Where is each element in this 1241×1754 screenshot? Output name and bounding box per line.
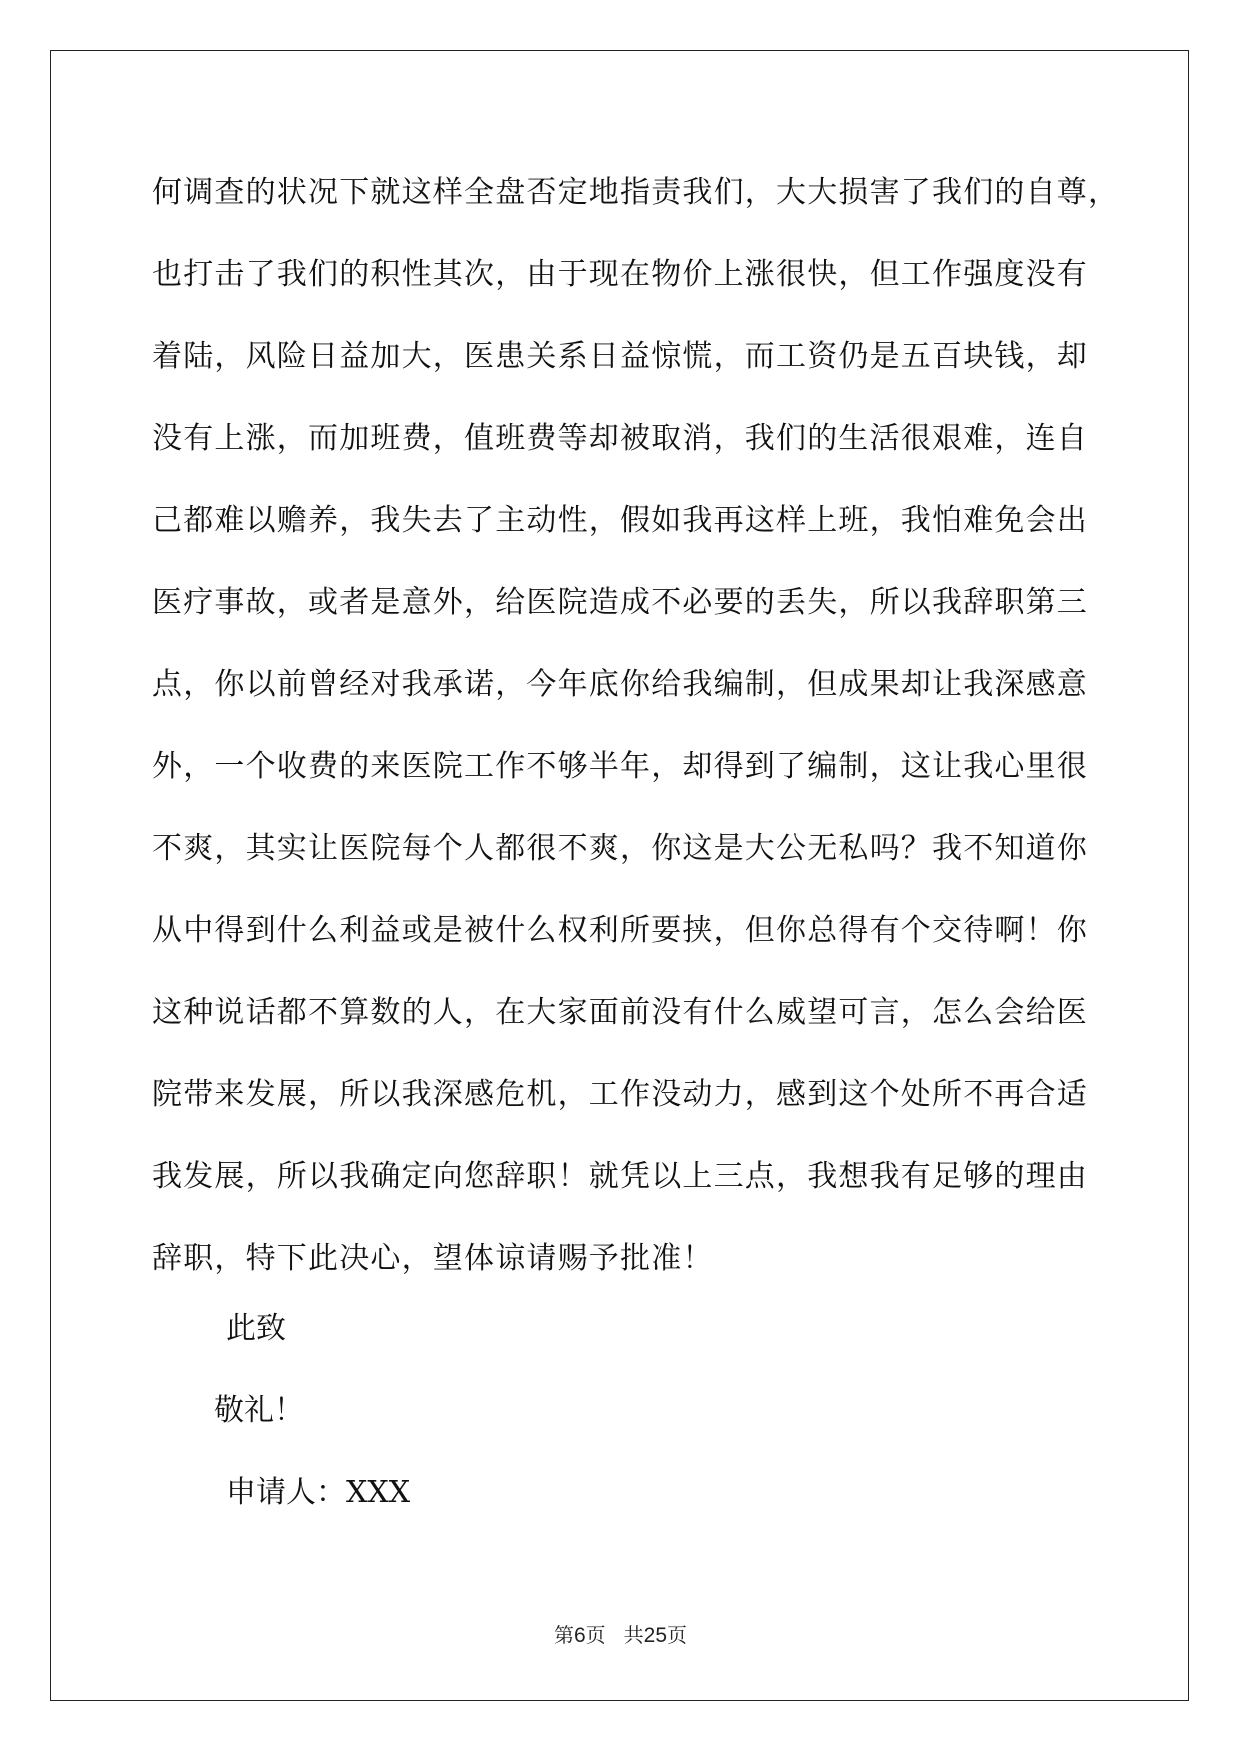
page-label-suffix: 页 bbox=[585, 1623, 606, 1647]
body-line: 也打击了我们的积性其次，由于现在物价上涨很快，但工作强度没有 bbox=[152, 257, 1088, 292]
letter-body bbox=[152, 168, 1120, 1316]
total-label-prefix: 共 bbox=[623, 1623, 644, 1647]
body-line: 己都难以赡养，我失去了主动性，假如我再这样上班，我怕难免会出 bbox=[152, 503, 1088, 538]
body-line: 我发展，所以我确定向您辞职！就凭以上三点，我想我有足够的理由 bbox=[152, 1159, 1088, 1194]
page-footer bbox=[0, 1620, 1241, 1651]
body-line: 没有上涨，而加班费，值班费等却被取消，我们的生活很艰难，连自 bbox=[152, 421, 1088, 456]
closing-salutation: 此致 bbox=[226, 1311, 286, 1346]
body-line: 院带来发展，所以我深感危机，工作没动力，感到这个处所不再合适 bbox=[152, 1077, 1088, 1112]
applicant-signature: 申请人：XXX bbox=[226, 1475, 411, 1510]
body-line: 医疗事故，或者是意外，给医院造成不必要的丢失，所以我辞职第三 bbox=[152, 585, 1088, 620]
body-line: 点，你以前曾经对我承诺，今年底你给我编制，但成果却让我深感意 bbox=[152, 667, 1088, 702]
body-line: 外，一个收费的来医院工作不够半年，却得到了编制，这让我心里很 bbox=[152, 749, 1088, 784]
closing-regards: 敬礼！ bbox=[214, 1393, 304, 1428]
total-pages-number: 25 bbox=[643, 1624, 668, 1647]
body-line: 这种说话都不算数的人，在大家面前没有什么威望可言，怎么会给医 bbox=[152, 995, 1088, 1030]
body-line: 着陆，风险日益加大，医患关系日益惊慌，而工资仍是五百块钱，却 bbox=[152, 339, 1088, 374]
body-line: 从中得到什么利益或是被什么权利所要挟，但你总得有个交待啊！你 bbox=[152, 913, 1088, 948]
body-line: 辞职，特下此决心，望体谅请赐予批准！ bbox=[152, 1241, 714, 1276]
page-label-prefix: 第 bbox=[553, 1623, 574, 1647]
body-line: 何调查的状况下就这样全盘否定地指责我们，大大损害了我们的自尊， bbox=[152, 175, 1120, 210]
total-label-suffix: 页 bbox=[667, 1623, 688, 1647]
current-page-number: 6 bbox=[573, 1624, 586, 1647]
body-line: 不爽，其实让医院每个人都很不爽，你这是大公无私吗？我不知道你 bbox=[152, 831, 1088, 866]
